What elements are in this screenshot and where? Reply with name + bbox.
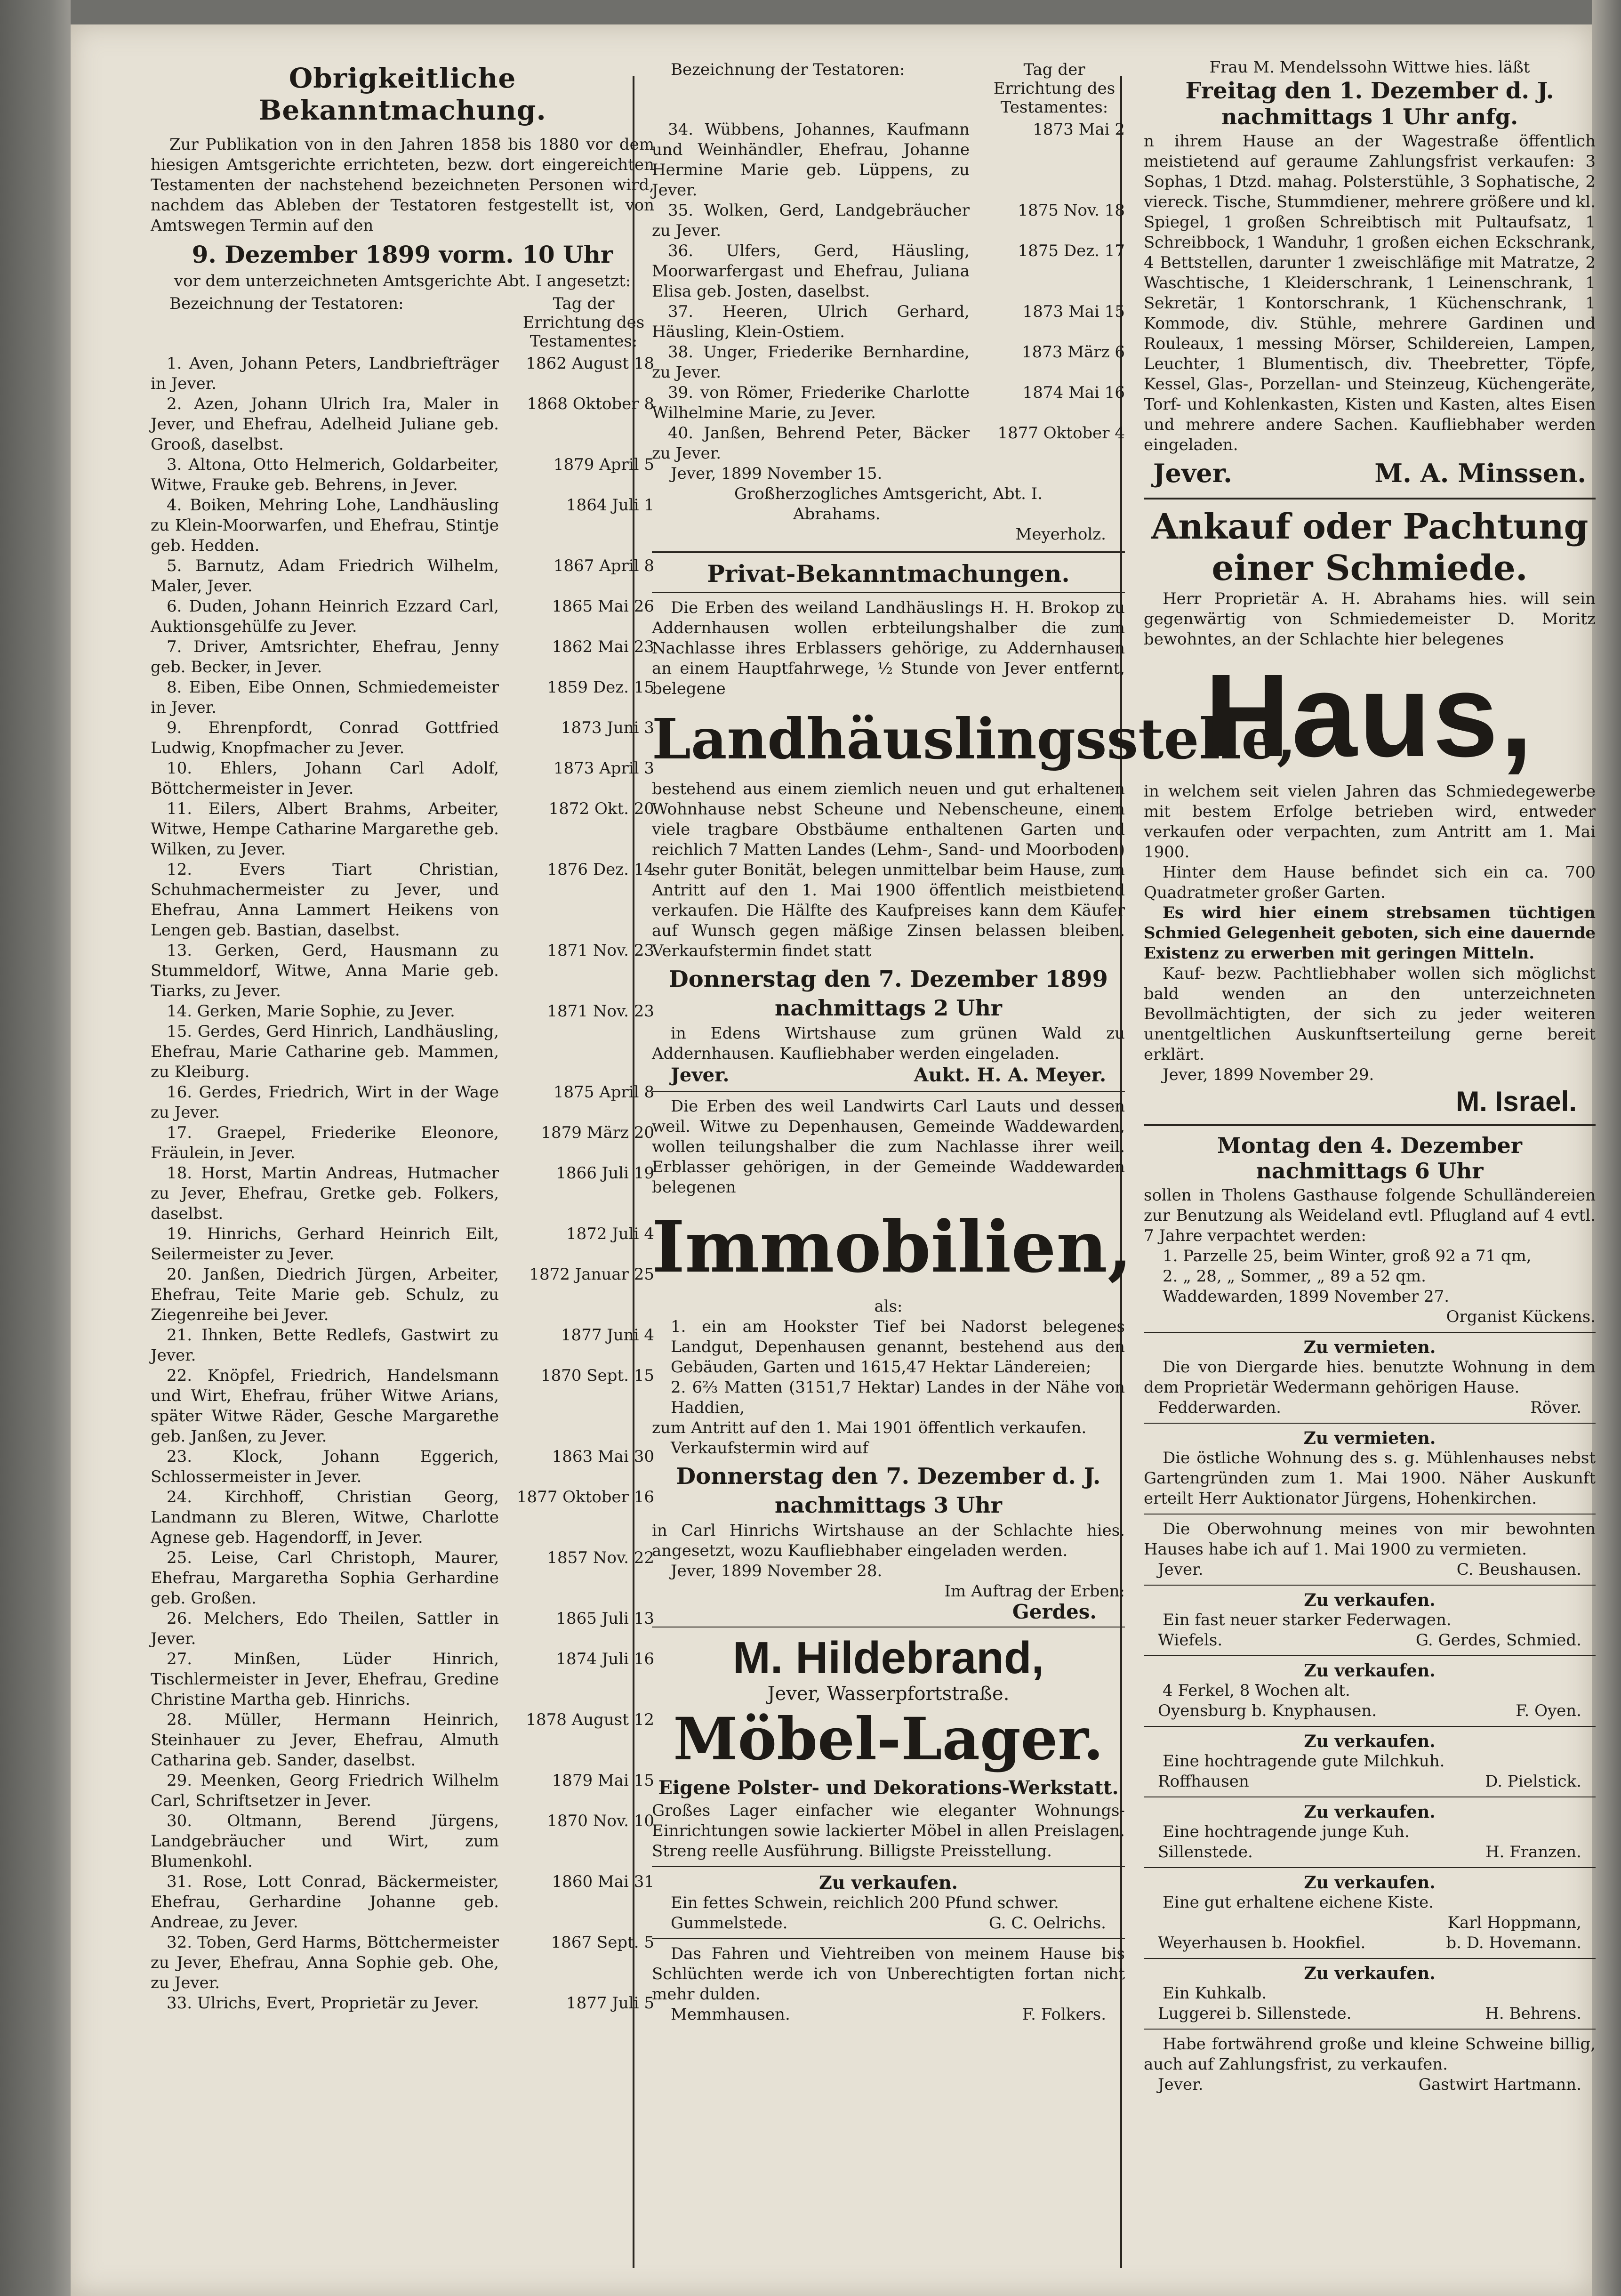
ad-signature <box>652 1064 1125 1086</box>
testator-name: 28. Müller, Hermann Heinrich, Steinhauer zu Jever, Ehefrau, Almuth Catharina geb. Sander, daselbst. <box>151 1710 499 1770</box>
ad-headline: Landhäuslingsstelle, <box>652 706 1296 772</box>
testament-date: 1866 Juli 19 <box>556 1164 654 1183</box>
testator-entry <box>151 394 654 455</box>
ad-big-word: Haus, <box>1204 650 1535 781</box>
testator-name: 17. Graepel, Friederike Eleonore, Fräulein, in Jever. <box>151 1123 499 1162</box>
ad-signature: G. C. Oelrichs. <box>988 1914 1106 1933</box>
ad-place: Memmhausen. <box>671 2005 790 2024</box>
divider <box>652 592 1125 593</box>
ad-termin: Verkaufstermin wird auf <box>671 1439 869 1458</box>
testament-date: 1873 Mai 2 <box>1033 120 1125 139</box>
testator-entry <box>151 1163 654 1224</box>
divider <box>652 1866 1125 1867</box>
testament-date: 1872 Okt. 20 <box>548 799 654 818</box>
ad-body: bestehend aus einem ziemlich neuen und gut erhaltenen Wohnhause nebst Scheune und Nebenscheune, einem viele tragbare Obstbäume enthaltenen Garten und reichlich 7 Matten Landes (Lehm-, Sand- und Moorboden) sehr guter Bonität, belegen unmittelbar beim Hause, zum Antritt auf den 1. Mai 1900 öffentlich meistbietend verkaufen. Die Hälfte des Kaufpreises kann dem Käufer auf Wunsch gegen mäßige Zinsen belassen bleiben. Verkaufstermin findet statt <box>652 780 1125 960</box>
ad-text: Herr Proprietär A. H. Abrahams hies. will sein gegenwärtig von Schmiedemeister D. Moritz bewohntes, an der Schlachte hier belegenes <box>1144 589 1596 649</box>
notice-date: 9. Dezember 1899 vorm. 10 Uhr <box>192 241 613 268</box>
ad-text: Die Erben des weiland Landhäuslings H. H. Brokop zu Addernhausen wollen erbteilungshalber die zum Nachlasse ihres Erblassers gehörige, zu Addernhausen an einem Hauptfahrwege, ½ Stunde von Jever entfernt, belegene <box>652 598 1125 698</box>
testator-list <box>652 120 1125 464</box>
testator-name: 6. Duden, Johann Heinrich Ezzard Carl, Auktionsgehülfe zu Jever. <box>151 597 499 636</box>
ad-signature: Gastwirt Hartmann. <box>1418 2075 1581 2094</box>
ad-signature: D. Pielstick. <box>1485 1772 1581 1791</box>
testament-date: 1873 Mai 15 <box>1022 302 1125 321</box>
ad-body: Hinter dem Hause befindet sich ein ca. 700 Quadratmeter großer Garten. <box>1144 863 1596 902</box>
ad-headline: Immobilien, <box>652 1206 1132 1289</box>
signature: M. Israel. <box>1456 1086 1577 1117</box>
testament-date: 1873 April 3 <box>553 759 654 778</box>
ad-heading: Zu verkaufen. <box>1304 1732 1436 1751</box>
ad-als: als: <box>874 1297 903 1316</box>
testator-entry <box>151 637 654 677</box>
testator-entry <box>151 596 654 637</box>
testator-name: 3. Altona, Otto Helmerich, Goldarbeiter, Witwe, Frauke geb. Behrens, in Jever. <box>151 455 499 494</box>
testament-date: 1870 Nov. 10 <box>547 1812 654 1830</box>
ad-subheadline: Eigene Polster- und Dekorations-Werkstatt. <box>658 1777 1119 1799</box>
testator-entry <box>652 423 1125 464</box>
ad-heading: Zu verkaufen. <box>1304 1590 1436 1610</box>
ad-place: Fedderwarden. <box>1158 1398 1281 1417</box>
testament-date: 1867 Sept. 5 <box>551 1933 654 1952</box>
testament-date: 1865 Juli 13 <box>556 1609 654 1628</box>
testament-date: 1870 Sept. 15 <box>540 1366 654 1385</box>
testament-date: 1877 Juli 5 <box>566 1994 654 2013</box>
testator-entry <box>151 1022 654 1082</box>
testament-date: 1873 März 6 <box>1021 343 1125 362</box>
notice-title: Obrigkeitliche Bekanntmachung. <box>258 62 546 126</box>
testament-date: 1875 Dez. 17 <box>1018 242 1125 260</box>
divider <box>1144 1958 1596 1959</box>
testament-date: 1871 Nov. 23 <box>547 1002 654 1021</box>
testament-date: 1867 April 8 <box>553 556 654 575</box>
ad-place: Jever. <box>1158 1560 1204 1579</box>
dateline: Jever, 1899 November 15. <box>671 464 883 483</box>
testator-name: 21. Ihnken, Bette Redlefs, Gastwirt zu Jever. <box>151 1326 499 1365</box>
testator-name: 9. Ehrenpfordt, Conrad Gottfried Ludwig, Knopfmacher zu Jever. <box>151 718 499 757</box>
dateline: Waddewarden, 1899 November 27. <box>1163 1287 1450 1306</box>
testament-date: 1860 Mai 31 <box>552 1872 654 1891</box>
ad-body: Eine hochtragende junge Kuh. <box>1163 1822 1410 1841</box>
ad-heading: Zu verkaufen. <box>1304 1802 1436 1822</box>
ad-time: nachmittags 1 Uhr anfg. <box>1221 104 1518 129</box>
ad-body: sollen in Tholens Gasthause folgende Schulländereien zur Benutzung als Weideland evtl. Pflugland auf 4 evtl. 7 Jahre verpachtet werden: <box>1144 1186 1596 1245</box>
testament-date: 1871 Nov. 23 <box>547 941 654 960</box>
page-edge <box>1592 0 1621 2296</box>
dateline: Jever, 1899 November 28. <box>671 1562 883 1580</box>
testator-entry <box>151 860 654 941</box>
ad-body: Es wird hier einem strebsamen tüchtigen Schmied Gelegenheit geboten, sich eine dauernde Existenz zu erwerben mit geringen Mitteln. <box>1144 903 1596 963</box>
court-name: Großherzogliches Amtsgericht, Abt. I. <box>734 484 1043 503</box>
testator-name: 19. Hinrichs, Gerhard Heinrich Eilt, Seilermeister zu Jever. <box>151 1225 499 1264</box>
divider <box>652 1091 1125 1092</box>
ad-signature: C. Beushausen. <box>1456 1560 1581 1579</box>
divider <box>1144 1655 1596 1656</box>
testator-entry <box>151 1548 654 1609</box>
ad-date: Freitag den 1. Dezember d. J. <box>1185 78 1554 104</box>
testator-entry <box>652 201 1125 241</box>
ad-place: Jever. <box>1158 2075 1204 2094</box>
signature-place: Jever. <box>1153 458 1232 488</box>
testator-name: 38. Unger, Friederike Bernhardine, zu Jever. <box>652 343 970 382</box>
ad-signature <box>1144 455 1596 491</box>
testator-name: 32. Toben, Gerd Harms, Böttchermeister zu Jever, Ehefrau, Anna Sophie geb. Ohe, zu Jever. <box>151 1933 499 1992</box>
divider <box>1144 1726 1596 1727</box>
ad-body: Ein Kuhkalb. <box>1163 1984 1267 2003</box>
testament-date: 1868 Oktober 8 <box>527 395 654 413</box>
ad-body: Die von Diergarde hies. benutzte Wohnung in dem dem Proprietär Wedermann gehörigen Hause. <box>1144 1358 1596 1397</box>
testator-name: 8. Eiben, Eibe Onnen, Schmiedemeister in Jever. <box>151 678 499 717</box>
ad-body: n ihrem Hause an der Wagestraße öffentlich meistietend auf geraume Zahlungsfrist verkaufen: 3 Sophas, 1 Dtzd. mahag. Polsterstühle, 3 Sophatische, 2 viereck. Tische, Stummdiener, mehrere größere und kl. Spiegel, 1 großen Schreibtisch mit Pultaufsatz, 1 Schreibbock, 1 Wanduhr, 1 großen eichen Eckschrank, 4 Bettstellen, darunter 1 zweischläfige mit Matratze, 2 Waschtische, 1 Kleiderschrank, 1 Leinenschrank, 1 Sekretär, 1 Kontorschrank, 1 Küchenschrank, 1 Kommode, div. Stühle, mehrere Gardinen und Rouleaux, 1 messing Mörser, Schildereien, Lampen, Leuchter, 1 Blumentisch, div. Theebretter, Töpfe, Kessel, Glas-, Porzellan- und Steinzeug, Küchengeräte, Torf- und Kohlenkasten, Kisten und Kasten, altes Eisen und mehrere andere Sachen. Kaufliebhaber werden eingeladen. <box>1144 132 1596 454</box>
ad-address: Jever, Wasserpfortstraße. <box>767 1683 1010 1705</box>
dateline: Jever, 1899 November 29. <box>1163 1065 1374 1084</box>
testament-date: 1864 Juli 1 <box>566 496 654 515</box>
table-header <box>652 60 1125 117</box>
signature: Meyerholz. <box>1015 525 1106 544</box>
testator-entry <box>151 1366 654 1447</box>
divider <box>1144 1332 1596 1333</box>
testator-entry <box>151 1649 654 1710</box>
ad-heading: Zu verkaufen. <box>1304 1964 1436 1983</box>
testator-entry <box>652 383 1125 423</box>
ad-headline: Ankauf oder Pachtung einer Schmiede. <box>1151 507 1589 588</box>
testament-date: 1875 Nov. 18 <box>1018 201 1125 220</box>
testator-name: 29. Meenken, Georg Friedrich Wilhelm Carl, Schriftsetzer in Jever. <box>151 1771 499 1810</box>
divider <box>652 551 1125 553</box>
testator-name: 23. Klock, Johann Eggerich, Schlossermeister in Jever. <box>151 1447 499 1486</box>
column-1 <box>151 57 654 2282</box>
testator-entry <box>151 1325 654 1366</box>
ad-item: 2. 6⅔ Matten (3151,7 Hektar) Landes in der Nähe von Haddien, <box>671 1378 1125 1417</box>
testator-name: 15. Gerdes, Gerd Hinrich, Landhäusling, Ehefrau, Marie Catharine geb. Mammen, zu Kleiburg. <box>151 1022 499 1081</box>
testament-date: 1873 Juni 3 <box>561 718 654 737</box>
testator-entry <box>151 1872 654 1933</box>
column-3 <box>1144 57 1596 2282</box>
testator-name: 26. Melchers, Edo Theilen, Sattler in Jever. <box>151 1609 499 1648</box>
ad-date: Donnerstag den 7. Dezember 1899 <box>669 966 1108 992</box>
ad-heading: Zu verkaufen. <box>819 1872 958 1893</box>
testator-name: 12. Evers Tiart Christian, Schuhmachermeister zu Jever, und Ehefrau, Anna Lammert Heikens von Lengen geb. Bastian, daselbst. <box>151 860 499 940</box>
testator-entry <box>151 1265 654 1325</box>
testator-entry <box>151 1771 654 1811</box>
testator-name: 1. Aven, Johann Peters, Landbriefträger in Jever. <box>151 354 499 393</box>
signature: Organist Kückens. <box>1446 1307 1596 1326</box>
testator-name: 4. Boiken, Mehring Lohe, Landhäusling zu Klein-Moorwarfen, und Ehefrau, Stintje geb. Hedden. <box>151 496 499 555</box>
signature-place: Jever. <box>671 1064 730 1086</box>
ad-body: in welchem seit vielen Jahren das Schmiedegewerbe mit bestem Erfolge betrieben wird, entweder verkaufen oder verpachten, zum Antritt am 1. Mai 1900. <box>1144 782 1596 862</box>
divider <box>1144 1423 1596 1424</box>
testator-entry <box>151 941 654 1001</box>
signature-name: M. A. Minssen. <box>1374 458 1586 488</box>
testator-name: 22. Knöpfel, Friedrich, Handelsmann und Wirt, Ehefrau, früher Witwe Arians, später Witwe Räder, Gesche Margarethe geb. Janßen, zu Jever. <box>151 1366 499 1446</box>
testament-date: 1857 Nov. 22 <box>547 1548 654 1567</box>
ad-body: Die Oberwohnung meines von mir bewohnten Hauses habe ich auf 1. Mai 1900 zu vermieten. <box>1144 1520 1596 1559</box>
ad-body: Kauf- bezw. Pachtliebhaber wollen sich möglichst bald wenden an den unterzeichneten Bevollmächtigten, der sich zu jeder weiteren unentgeltlichen Auskunftserteilung gerne bereit erklärt. <box>1144 964 1596 1064</box>
testator-entry <box>151 1811 654 1872</box>
ad-signature: H. Franzen. <box>1485 1843 1581 1861</box>
testator-entry <box>151 1609 654 1649</box>
ad-date: Montag den 4. Dezember <box>1217 1133 1523 1158</box>
ad-body: 4 Ferkel, 8 Wochen alt. <box>1163 1681 1350 1700</box>
notice-court: vor dem unterzeichneten Amtsgerichte Abt. I angesetzt: <box>174 272 631 290</box>
testator-name: 13. Gerken, Gerd, Hausmann zu Stummeldorf, Witwe, Anna Marie geb. Tiarks, zu Jever. <box>151 941 499 1000</box>
ad-body: zum Antritt auf den 1. Mai 1901 öffentlich verkaufen. <box>652 1418 1087 1437</box>
signature: Gerdes. <box>1012 1600 1097 1623</box>
testator-entry <box>151 495 654 556</box>
ad-body: Ein fettes Schwein, reichlich 200 Pfund schwer. <box>671 1893 1059 1912</box>
ad-signature: Karl Hoppmann, <box>1447 1913 1581 1932</box>
newspaper-page <box>71 24 1596 2296</box>
ad-heading: Zu vermieten. <box>1303 1428 1436 1448</box>
testator-name: 27. Minßen, Lüder Hinrich, Tischlermeister in Jever, Ehefrau, Gredine Christine Martha geb. Hinrichs. <box>151 1650 499 1709</box>
ad-time: nachmittags 6 Uhr <box>1256 1158 1484 1184</box>
ad-heading: Zu verkaufen. <box>1304 1661 1436 1681</box>
testament-date: 1877 Juni 4 <box>561 1326 654 1345</box>
ad-place: Gummelstede. <box>671 1914 788 1933</box>
testator-name: 24. Kirchhoff, Christian Georg, Landmann zu Bleren, Witwe, Charlotte Agnese geb. Hagendorff, in Jever. <box>151 1488 499 1547</box>
testator-name: 5. Barnutz, Adam Friedrich Wilhelm, Maler, Jever. <box>151 556 499 596</box>
testator-name: 11. Eilers, Albert Brahms, Arbeiter, Witwe, Hempe Catharine Margarethe geb. Wilken, zu Jever. <box>151 799 499 859</box>
divider <box>652 1938 1125 1939</box>
testator-name: 25. Leise, Carl Christoph, Maurer, Ehefrau, Margaretha Sophia Gerhardine geb. Großen. <box>151 1548 499 1608</box>
book-spine <box>0 0 71 2296</box>
testament-date: 1879 April 5 <box>553 455 654 474</box>
ad-place: Roffhausen <box>1158 1772 1249 1791</box>
testament-date: 1863 Mai 30 <box>552 1447 654 1466</box>
ad-place: Sillenstede. <box>1158 1843 1253 1861</box>
signature: Abrahams. <box>793 505 881 524</box>
divider <box>1144 1585 1596 1586</box>
ad-place: Wiefels. <box>1158 1631 1223 1650</box>
ad-signature: b. D. Hovemann. <box>1446 1933 1581 1952</box>
testator-entry <box>151 799 654 860</box>
ad-body: Ein fast neuer starker Federwagen. <box>1163 1611 1452 1629</box>
ad-item: 1. ein am Hookster Tief bei Nadorst belegenes Landgut, Depenhausen genannt, bestehend aus den Gebäuden, Garten und 1615,47 Hektar Ländereien; <box>671 1317 1125 1377</box>
private-notices-title: Privat-Bekanntmachungen. <box>707 560 1070 588</box>
ad-heading: Zu vermieten. <box>1303 1337 1436 1357</box>
testator-entry <box>652 241 1125 302</box>
ad-text: Frau M. Mendelssohn Wittwe hies. läßt <box>1209 58 1530 77</box>
testator-name: 39. von Römer, Friederike Charlotte Wilhelmine Marie, zu Jever. <box>652 383 970 422</box>
testator-name: 10. Ehlers, Johann Carl Adolf, Böttchermeister in Jever. <box>151 759 499 798</box>
testator-name: 33. Ulrichs, Evert, Proprietär zu Jever. <box>167 1994 479 2013</box>
testament-date: 1879 Mai 15 <box>552 1771 654 1790</box>
testator-name: 2. Azen, Johann Ulrich Ira, Maler in Jever, und Ehefrau, Adelheid Juliane geb. Grooß, daselbst. <box>151 395 499 454</box>
ad-text: Die Erben des weil Landwirts Carl Lauts und dessen weil. Witwe zu Depenhausen, Gemeinde Waddewarden, wollen teilungshalber die zum Nachlasse ihrer weil. Erblasser gehörigen, in der Gemeinde Waddewarden belegenen <box>652 1097 1125 1197</box>
testator-name: 20. Janßen, Diedrich Jürgen, Arbeiter, Ehefrau, Teite Marie geb. Schulz, zu Ziegenreihe bei Jever. <box>151 1265 499 1324</box>
testator-entry <box>151 1933 654 1993</box>
divider <box>1144 1867 1596 1868</box>
testament-date: 1875 April 8 <box>553 1083 654 1102</box>
ad-body: Eine gut erhaltene eichene Kiste. <box>1163 1893 1434 1912</box>
testator-entry <box>151 1123 654 1163</box>
ad-place: in Edens Wirtshause zum grünen Wald zu Addernhausen. Kaufliebhaber werden eingeladen. <box>652 1024 1125 1063</box>
divider <box>1144 1124 1596 1126</box>
testator-entry <box>151 758 654 799</box>
testator-entry <box>151 677 654 718</box>
testament-date: 1879 März 20 <box>541 1123 654 1142</box>
table-header-right: Tag der Errichtung des Testamentes: <box>993 60 1115 117</box>
testament-date: 1862 Mai 23 <box>552 637 654 656</box>
ad-time: nachmittags 2 Uhr <box>774 995 1003 1021</box>
testator-name: 37. Heeren, Ulrich Gerhard, Häusling, Klein-Ostiem. <box>652 302 970 341</box>
table-header <box>151 294 654 351</box>
testament-date: 1877 Oktober 16 <box>516 1488 654 1506</box>
testament-date: 1872 Juli 4 <box>566 1225 654 1243</box>
ad-item: 2. „ 28, „ Sommer, „ 89 a 52 qm. <box>1163 1267 1426 1286</box>
testator-entry <box>151 1487 654 1548</box>
notice-intro: Zur Publikation von in den Jahren 1858 bis 1880 vor dem hiesigen Amtsgerichte errichteten, bezw. dort eingereichten Testamenten der nachstehend bezeichneten Personen wird, nachdem das Ableben der Testatoren festgestellt ist, von Amtswegen Termin auf den <box>151 135 654 235</box>
ad-body: Großes Lager einfacher wie eleganter Wohnungs-Einrichtungen sowie lackierter Möbel in allen Preislagen. Streng reelle Ausführung. Billigste Preisstellung. <box>652 1801 1125 1861</box>
testator-name: 14. Gerken, Marie Sophie, zu Jever. <box>167 1002 455 1021</box>
ad-signature: H. Behrens. <box>1485 2004 1581 2023</box>
ad-auftrag: Im Auftrag der Erben: <box>944 1582 1125 1601</box>
ad-body: Die östliche Wohnung des s. g. Mühlenhauses nebst Gartengründen zum 1. Mai 1900. Näher Auskunft erteilt Herr Auktionator Jürgens, Hohenkirchen. <box>1144 1449 1596 1508</box>
testament-date: 1876 Dez. 14 <box>547 860 654 879</box>
ad-time: nachmittags 3 Uhr <box>774 1492 1003 1518</box>
testator-name: 35. Wolken, Gerd, Landgebräucher zu Jever. <box>652 201 970 240</box>
table-header-right: Tag der Errichtung des Testamentes: <box>522 294 645 351</box>
ad-place: Oyensburg b. Knyphausen. <box>1158 1701 1377 1720</box>
testator-entry <box>151 354 654 394</box>
ad-company: M. Hildebrand, <box>732 1633 1044 1683</box>
testator-name: 30. Oltmann, Berend Jürgens, Landgebräucher und Wirt, zum Blumenkohl. <box>151 1812 499 1871</box>
testator-name: 16. Gerdes, Friedrich, Wirt in der Wage zu Jever. <box>151 1083 499 1122</box>
ad-place: Weyerhausen b. Hookfiel. <box>1158 1933 1366 1952</box>
testator-entry <box>151 1001 654 1022</box>
divider <box>1144 2029 1596 2030</box>
table-header-left: Bezeichnung der Testatoren: <box>169 294 404 313</box>
testator-name: 31. Rose, Lott Conrad, Bäckermeister, Ehefrau, Gerhardine Johanne geb. Andreae, zu Jever. <box>151 1872 499 1932</box>
testator-entry <box>652 342 1125 383</box>
testament-date: 1862 August 18 <box>526 354 654 373</box>
table-header-left: Bezeichnung der Testatoren: <box>671 60 905 79</box>
ad-signature: F. Oyen. <box>1516 1701 1581 1720</box>
ad-body: Das Fahren und Viehtreiben von meinem Hause bis Schlüchten werde ich von Unberechtigten fortan nicht mehr dulden. <box>652 1944 1125 2004</box>
ad-signature: G. Gerdes, Schmied. <box>1415 1631 1581 1650</box>
testator-entry <box>151 556 654 596</box>
testator-entry <box>652 302 1125 342</box>
divider <box>1144 1514 1596 1515</box>
testament-date: 1872 Januar 25 <box>529 1265 654 1284</box>
testator-name: 18. Horst, Martin Andreas, Hutmacher zu Jever, Ehefrau, Gretke geb. Folkers, daselbst. <box>151 1164 499 1223</box>
ad-heading: Zu verkaufen. <box>1304 1873 1436 1893</box>
testament-date <box>504 1022 654 1082</box>
divider <box>1144 498 1596 499</box>
testator-entry <box>151 718 654 758</box>
ad-place: Luggerei b. Sillenstede. <box>1158 2004 1352 2023</box>
testament-date: 1877 Oktober 4 <box>997 424 1125 443</box>
testator-entry <box>151 1447 654 1487</box>
testament-date: 1874 Mai 16 <box>1022 383 1125 402</box>
testament-date: 1865 Mai 26 <box>552 597 654 616</box>
ad-headline: Möbel-Lager. <box>673 1705 1104 1773</box>
testator-entry <box>151 455 654 495</box>
ad-date: Donnerstag den 7. Dezember d. J. <box>676 1463 1101 1490</box>
ad-body: Habe fortwährend große und kleine Schweine billig, auch auf Zahlungsfrist, zu verkaufen. <box>1144 2035 1596 2074</box>
ad-place: in Carl Hinrichs Wirtshause an der Schlachte hies. angesetzt, wozu Kaufliebhaber eingeladen werden. <box>652 1521 1125 1560</box>
testator-name: 7. Driver, Amtsrichter, Ehefrau, Jenny geb. Becker, in Jever. <box>151 637 499 677</box>
testator-entry <box>151 1993 654 2014</box>
signature-name: Aukt. H. A. Meyer. <box>914 1064 1106 1086</box>
ad-signature: F. Folkers. <box>1022 2005 1106 2024</box>
testator-list <box>151 354 654 2014</box>
testament-date: 1874 Juli 16 <box>556 1650 654 1668</box>
testator-name: 40. Janßen, Behrend Peter, Bäcker zu Jever. <box>652 424 970 463</box>
testator-name: 36. Ulfers, Gerd, Häusling, Moorwarfergast und Ehefrau, Juliana Elisa geb. Josten, daselbst. <box>652 242 970 301</box>
testator-entry <box>151 1082 654 1123</box>
testator-entry <box>151 1710 654 1771</box>
testament-date: 1878 August 12 <box>526 1710 654 1729</box>
ad-body: Eine hochtragende gute Milchkuh. <box>1163 1752 1445 1771</box>
ad-item: 1. Parzelle 25, beim Winter, groß 92 a 71 qm, <box>1163 1247 1532 1265</box>
testator-name: 34. Wübbens, Johannes, Kaufmann und Weinhändler, Ehefrau, Johanne Hermine Marie geb. Lüppens, zu Jever. <box>652 120 970 200</box>
testator-entry <box>652 120 1125 201</box>
ad-signature: Röver. <box>1530 1398 1581 1417</box>
testator-entry <box>151 1224 654 1265</box>
testament-date: 1859 Dez. 15 <box>547 678 654 697</box>
